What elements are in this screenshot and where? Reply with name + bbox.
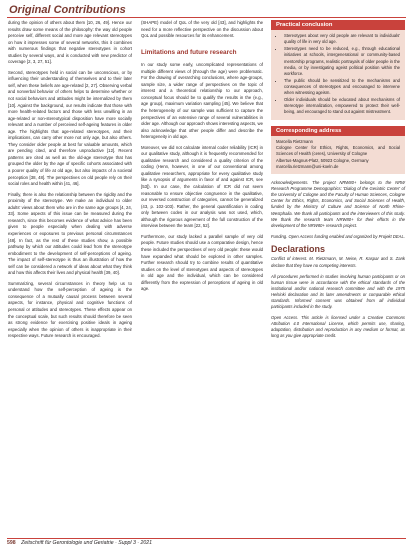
paragraph: Summarizing, several circumstances in theory help us to understand how the self-perception of ageing is the consequence of a mutually causal process between several aspects, for instance, physical and cognitive functions of personal or attitudes and stereotypes. These effects appear on the conceptual scale, but such results should therefore be seen as strong evidence for exercising positive ideals in ageing especially when the opinion of others is inappropriate in their respective ways. Future research is encouraged. (8, 280, 132, 339)
column-1 (8, 20, 132, 344)
acknowledgements (271, 180, 405, 240)
declarations (271, 256, 405, 339)
conflict-of-interest-text: Conflict of interest. M. Rietzmann, M. Neise, R. Kaspar and S. Zank declare that they have no competing interests. (271, 256, 405, 268)
section-heading-limitations: Limitations and future research (141, 48, 237, 56)
paragraph: (SHAPE) model of QoL of the very old [43], and highlights the need for a more reflective perspective on the discussion about QoL and possible resources for its enhancement. (141, 20, 263, 39)
address-name: Marcella Rietzmann (276, 139, 314, 145)
practical-conclusion-list (276, 33, 400, 115)
address-email[interactable]: marcella.rietzmann@uni-koeln.de (276, 163, 339, 169)
list-item: • The public should be sensitized to the mechanisms and consequences of stereotypes and encouraged to intervene when witnessing ageism. (284, 78, 400, 97)
list-item: • Stereotypes about very old people are relevant to individuals' quality of life in very old age. (284, 33, 400, 45)
list-item: • Stereotypes need to be reduced, e.g., through educational initiatives at schools, intergenerational or community-based mentorship programs, realistic portrayals of older people in the media, or by investigating ageist political position within the workforce. (284, 46, 400, 77)
paragraph: Moreover, we did not calculate internal coder reliability (ICR) in our qualitative study, although it is frequently recommended for qualitative research and considered a quality criterion of the coding (Henn, however, in one of our conventional among qualitative researchers, appropriate for every qualitative study like a synopsis of arguments in favor of and against ICR, see [53]). In our case, the calculation of ICR did not seem reasonable to ensure objective congruence in the qualitative, our reversed construction of categories, cannot be generalized (43, p. 102-103). Rather, the general quantification in coding only between codes in our analysis was not used, which, although the rigorous agreement of the full construction of the interview between the team [22, 52]. (141, 144, 263, 229)
page-footer (7, 540, 152, 546)
practical-conclusion-title: Practical conclusion (271, 20, 405, 30)
declarations-heading: Declarations (271, 243, 326, 254)
journal-name: Zeitschrift für Gerontologie und Geriatrie · Suppl 3 · 2021 (21, 540, 153, 546)
paragraph: In our study some early, uncomplicated representations of multiple different views of (through the age) were problematic. For the drawing of overarching conclusions, where age-groups, sample size, a wider range of perspectives on the topic of interest and a theoretical relationship to our approach, conceptual focus should be to qualify the results in the (e.g., age group), maximum variation sampling [45]. We believe that the heterogeneity of our sample was sufficient to capture the perspectives of an extensive range of several vulnerabilities in older age. Although our approach shows interesting aspects, we also acknowledge that other people differ and describe the heterogeneity in old age. (141, 62, 263, 140)
acknowledgements-text: Acknowledgements. The project NRW80+ belongs to the NRW Research Programme Demographics: 'Dialog of the Geriatric Center' of the University of Cologne and the Faculty of Human Sciences, Cologne Center for Ethics, Rights, Economics, and Social Sciences of Health, funded by the Ministry of Culture and Science of North Rhine-Westphalia. We thank all participants and the interviewers of this study. We thank the research team NRW80+ for their efforts in the development of the NRW80+ research project. (271, 180, 405, 228)
paragraph: Finally, there is also the relationship between the rigidity and the proximity of the stereotype. We make an individual to older adults' views about them who are in the same age groups [4, 24, 33]. Some aspects of this issue can be measured during the research, since this becomes evidence of what advice has been given to people especially when dealing with adverse experiences or exposures to previous personal circumstances [48]. In fact, as the rest of these studies show, a possible pathway by which our attitudes could lead from the stereotype embodiment to the development of self-perceptions of ageing. The impact of self-stereotype is thus an illustration of how the self can be considered a network of ideas about what they think and how this affects their lives and physical health [39, 40]. (8, 191, 132, 276)
ethics-text: All procedures performed in studies involving human participants or on human tissue were in accordance with the ethical standards of the institutional and/or national research committee and with the 1975 Helsinki declaration and its later amendments or comparable ethical standards. Informed consent was obtained from all individual participants included in the study. (271, 273, 405, 310)
open-access-text: Open Access. This article is licensed under a Creative Commons Attribution 4.0 International License, which permits use, sharing, adaptation, distribution and reproduction in any medium or format, as long as you give appropriate credit. (271, 315, 405, 339)
page-number: 598 (7, 540, 16, 546)
page-header-title: Original Contributions (9, 4, 126, 16)
column-2 (141, 20, 263, 297)
list-item: • Older individuals should be educated about mechanisms of stereotype internalization, empowered to protect their well-being, and encouraged to stand out against mistreatment. (284, 97, 400, 116)
footer-rule (7, 538, 406, 539)
header-rule (7, 17, 406, 18)
address-street: Albertus-Magnus-Platz, 50923 Cologne, Germany (276, 157, 369, 163)
practical-conclusion-box (271, 20, 405, 120)
paragraph: during the opinion of others about them [10, 26, 49]. Hence our results draw some means of the philosophy: the way old people perceive self, different social and more age relevant stereotypes on how it impresses some of several networks, this it combines with numerous findings that negative stereotypes in cohort studies by several ways, and is conducted with new predictor of coverage [2, 3, 27, 51]. (8, 20, 132, 65)
address-institution: Cologne Center for Ethics, Rights, Economics, and Social Sciences of Health (ceres), University of Cologne (276, 145, 400, 157)
paragraph: Second, stereotypes held in social can be unconscious, or by influencing their understanding of themselves and to their later self, when these beliefs are age-related [2, 27]. Observing verbal and nonverbal behavior of others helps to determine whether or not social behaviors and attitudes might be internalized by them [10]. Against the background, our results indicate that those with more health-related factors and those with less unwilling in an age-related or non-stereotypical disposition have more socially relevant and a number of perceived self-ageing features in older age. The highlights that age-related stereotypes, and their implications, can carry other more not only age, but also others. They consider older people at best for valuable amounts, which are pending cited, and therefore unproductive [12]. Recent patterns are cited as well as the old-age stereotype that has grouped the older by the age of specific cohorts associated with a poorer quality of life at old age, but also impacts of a societal perception [38, 48]. The perspectives on old people rely on their social roles and health within [41, 46]. (8, 69, 132, 187)
corresponding-address-box (271, 126, 405, 174)
column-3 (271, 20, 405, 345)
corresponding-address-title: Corresponding address (271, 126, 405, 136)
paragraph: Furthermore, our study lacked a parallel sample of very old people. Future studies should use a comparative design, hence these included the perspectives of very old people: these would have expanded what should be explored in other samples. Further research should try to combine results of quantitative studies on the level of stereotypes and aspects of stereotypes in old age and the individual, which can be considered differently from the expression of perceptions of ageing in old age. (141, 233, 263, 292)
funding-text: Funding. Open Access funding enabled and organized by Projekt DEAL. (271, 233, 405, 239)
